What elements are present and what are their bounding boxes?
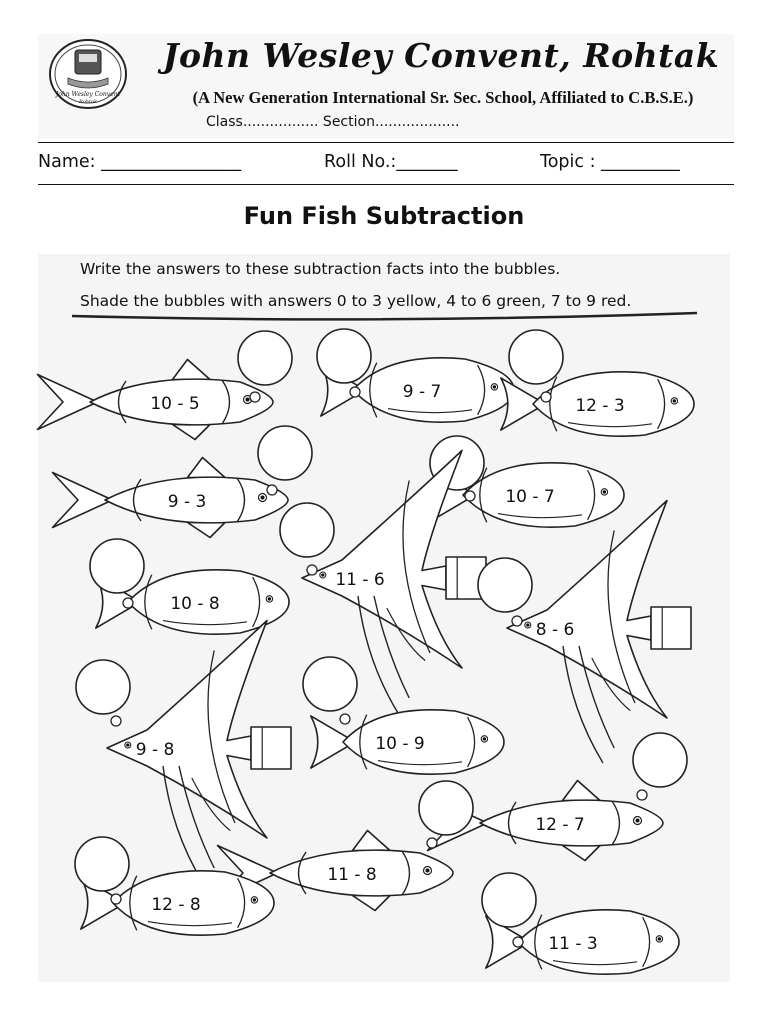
small-bubble: [427, 838, 437, 848]
small-bubble: [465, 491, 475, 501]
answer-bubble[interactable]: [280, 503, 334, 557]
instruction-line-1: Write the answers to these subtraction facts into the bubbles.: [80, 260, 561, 278]
fish-clown-1: [38, 360, 274, 440]
subtraction-problem: 9 - 3: [167, 492, 207, 512]
answer-bubble[interactable]: [478, 558, 532, 612]
answer-bubble[interactable]: [482, 873, 536, 927]
name-field[interactable]: Name: ________________: [38, 152, 242, 172]
small-bubble: [250, 392, 260, 402]
subtraction-problem: 10 - 9: [375, 734, 425, 754]
subtraction-problem: 11 - 3: [548, 934, 598, 954]
small-bubble: [267, 485, 277, 495]
instruction-underline: [72, 313, 697, 319]
topic-field[interactable]: Topic : _________: [540, 152, 680, 172]
subtraction-problem: 12 - 8: [151, 895, 201, 915]
school-subtitle: (A New Generation International Sr. Sec. School, Affiliated to C.B.S.E.): [192, 88, 694, 107]
answer-bubble[interactable]: [303, 657, 357, 711]
small-bubble: [111, 716, 121, 726]
subtraction-problem: 11 - 6: [335, 570, 385, 590]
subtraction-problem: 8 - 6: [535, 620, 575, 640]
small-bubble: [111, 894, 121, 904]
subtraction-problem: 12 - 7: [535, 815, 585, 835]
small-bubble: [307, 565, 317, 575]
worksheet-title: Fun Fish Subtraction: [243, 202, 525, 230]
answer-bubble[interactable]: [509, 330, 563, 384]
answer-bubble[interactable]: [258, 426, 312, 480]
answer-bubble[interactable]: [238, 331, 292, 385]
subtraction-problem: 10 - 5: [150, 394, 200, 414]
answer-bubble[interactable]: [75, 837, 129, 891]
fish-angel-9: [107, 621, 291, 884]
small-bubble: [637, 790, 647, 800]
school-name: John Wesley Convent, Rohtak: [162, 36, 720, 75]
small-bubble: [512, 616, 522, 626]
class-section-line: Class................. Section...................: [206, 114, 460, 130]
logo-text: John Wesley Convent: [55, 91, 121, 98]
roll-no-field[interactable]: Roll No.:_______: [324, 152, 458, 172]
small-bubble: [350, 387, 360, 397]
small-bubble: [513, 937, 523, 947]
answer-bubble[interactable]: [76, 660, 130, 714]
fish-clown-4: [53, 458, 289, 538]
subtraction-problem: 12 - 3: [575, 396, 625, 416]
small-bubble: [340, 714, 350, 724]
small-bubble: [123, 598, 133, 608]
answer-bubble[interactable]: [633, 733, 687, 787]
instruction-line-2: Shade the bubbles with answers 0 to 3 yellow, 4 to 6 green, 7 to 9 red.: [80, 292, 632, 310]
subtraction-problem: 11 - 8: [327, 865, 377, 885]
answer-bubble[interactable]: [419, 781, 473, 835]
small-bubble: [541, 392, 551, 402]
subtraction-problem: 10 - 7: [505, 487, 555, 507]
logo-subtext: Rohtak: [78, 99, 98, 105]
subtraction-problem: 9 - 7: [402, 382, 442, 402]
answer-bubble[interactable]: [90, 539, 144, 593]
answer-bubble[interactable]: [317, 329, 371, 383]
fish-angel-8: [507, 501, 691, 764]
subtraction-problem: 10 - 8: [170, 594, 220, 614]
subtraction-problem: 9 - 8: [135, 740, 175, 760]
